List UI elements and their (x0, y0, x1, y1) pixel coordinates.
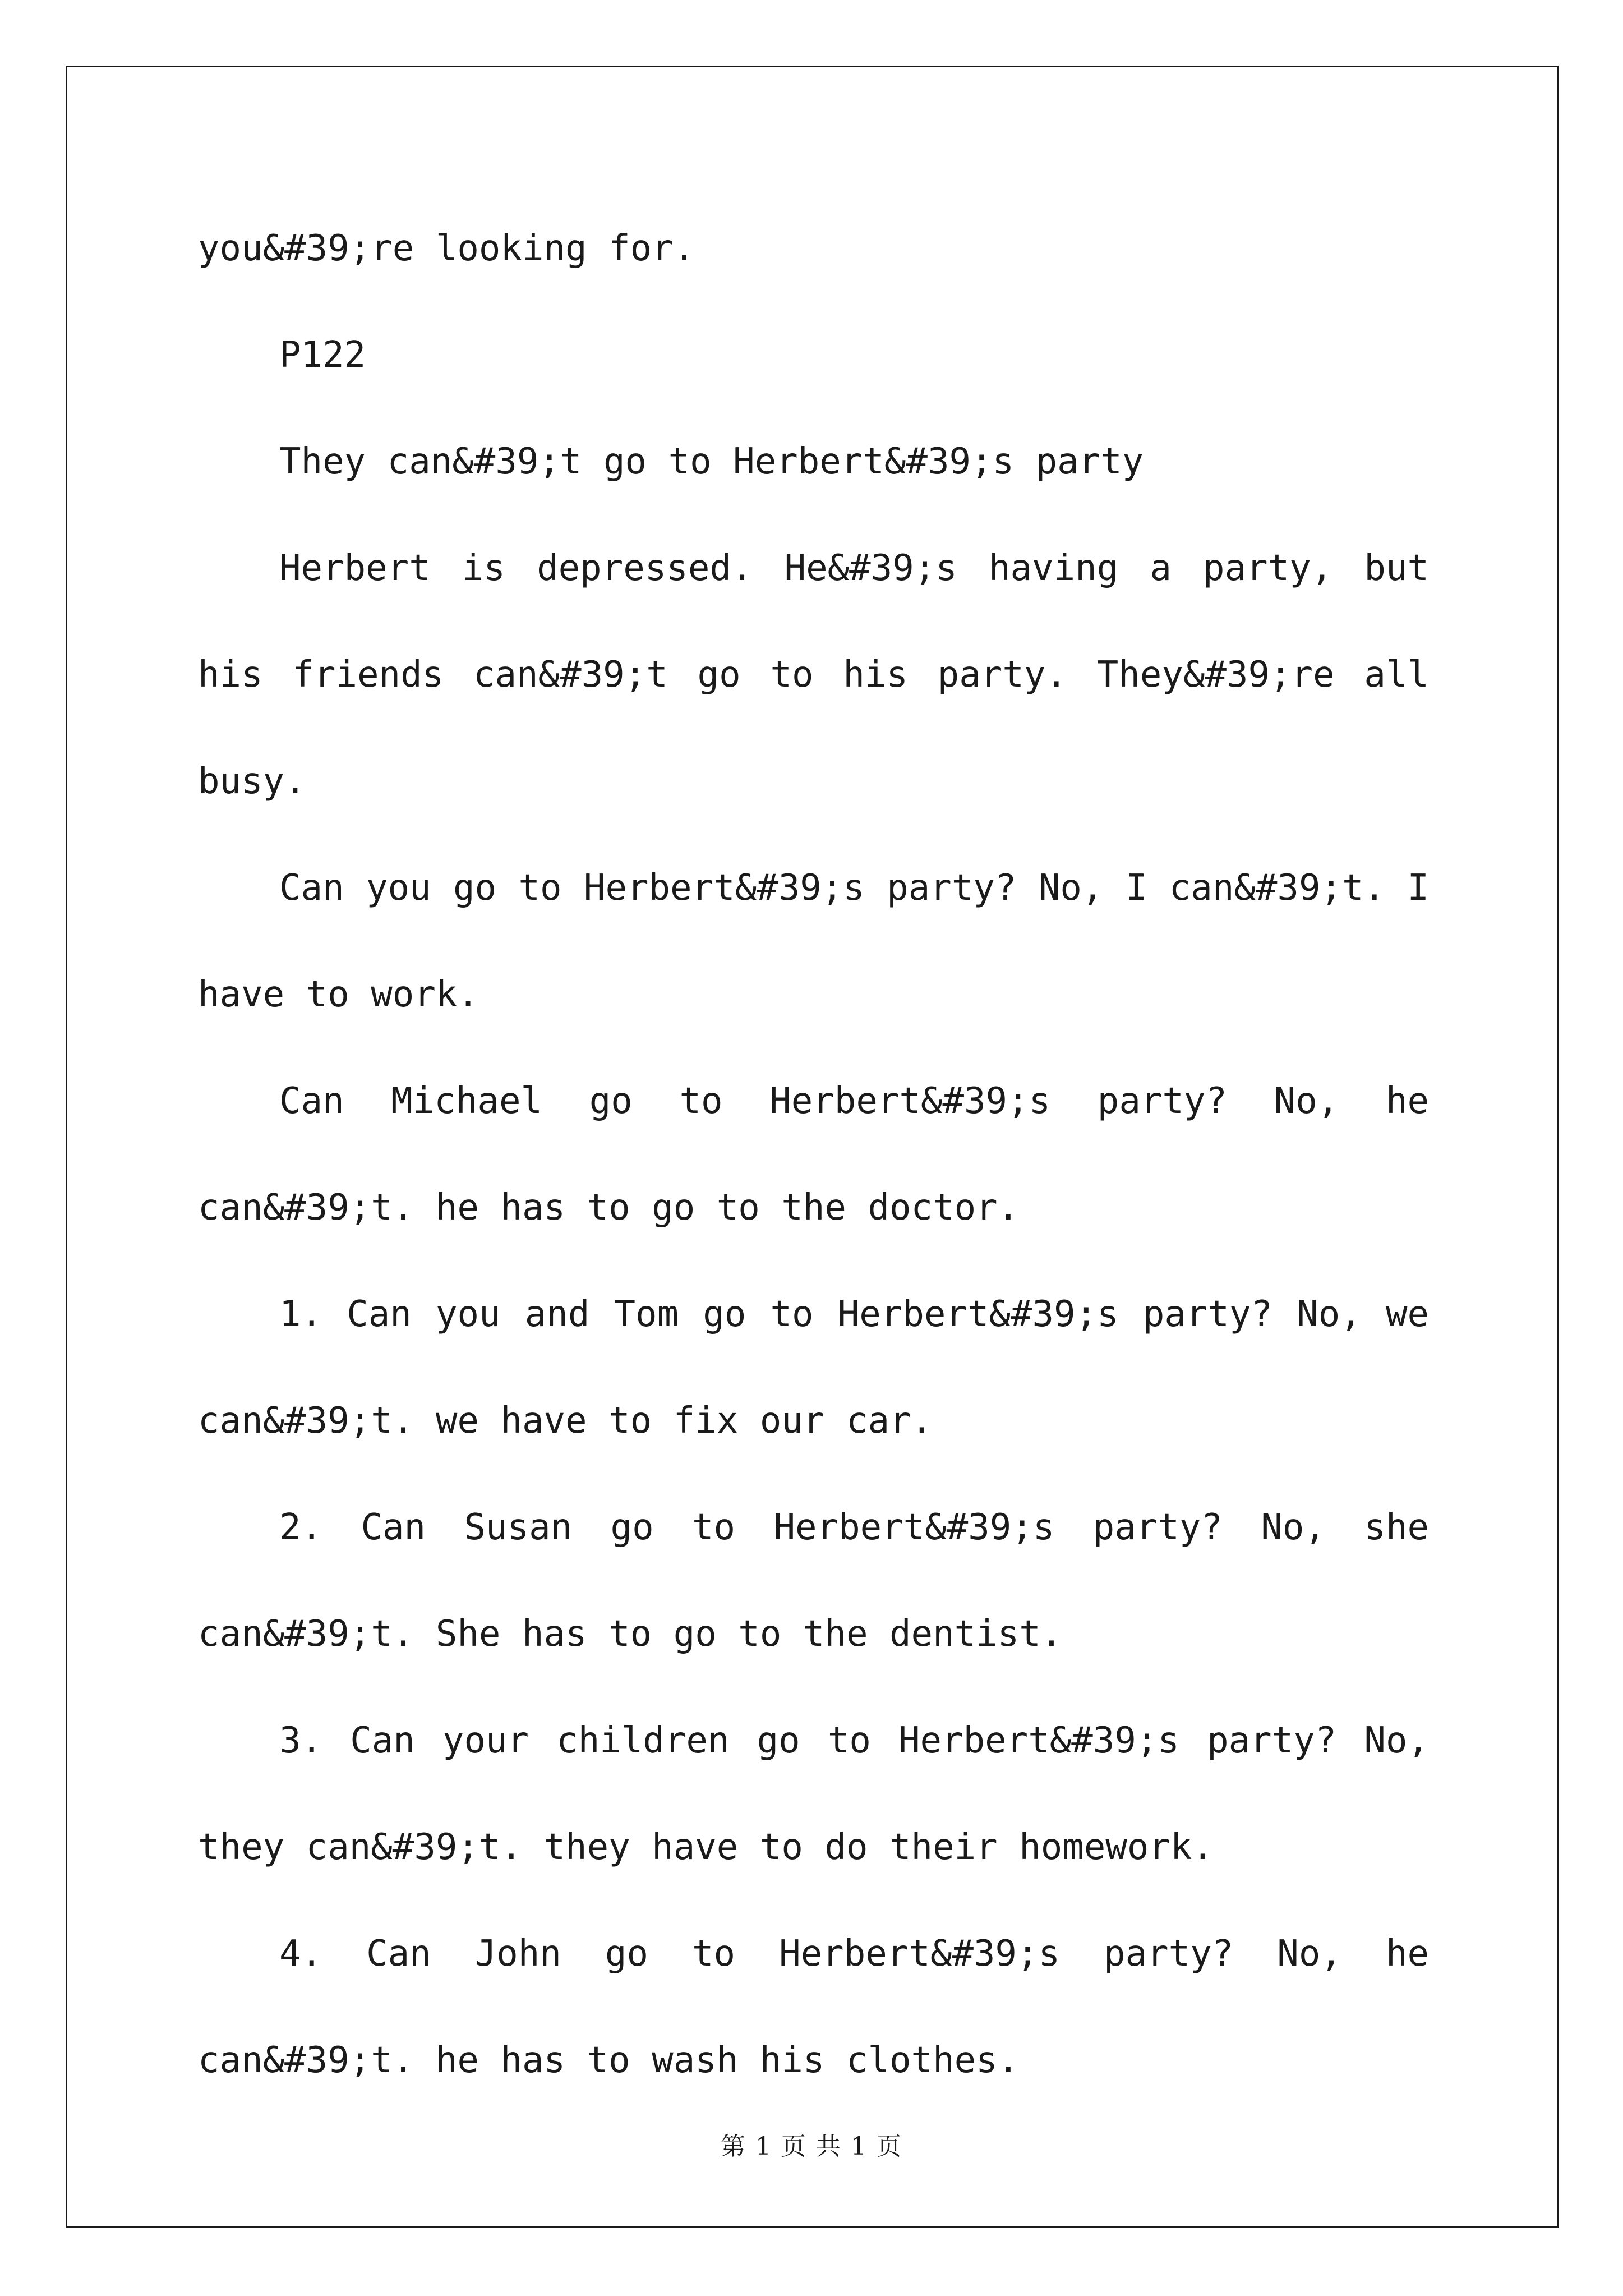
exercise-item-3: 3. Can your children go to Herbert&#39;s party? No, they can&#39;t. they have to do their homework. (198, 1720, 1429, 1868)
page-reference: P122 (279, 334, 366, 376)
paragraph-intro: Herbert is depressed. He&#39;s having a party, but his friends can&#39;t go to his party. They&#39;re all busy. (198, 547, 1429, 802)
paragraph-continuation: you&#39;re looking for. (198, 228, 695, 269)
exercise-item-1: 1. Can you and Tom go to Herbert&#39;s party? No, we can&#39;t. we have to fix our car. (198, 1294, 1429, 1442)
document-body (198, 195, 1429, 2114)
page-number-footer: 第 1 页 共 1 页 (721, 2132, 902, 2161)
paragraph-example-2: Can Michael go to Herbert&#39;s party? No, he can&#39;t. he has to go to the doctor. (198, 1080, 1429, 1228)
lesson-title: They can&#39;t go to Herbert&#39;s party (279, 441, 1144, 482)
paragraph-example-1: Can you go to Herbert&#39;s party? No, I can&#39;t. I have to work. (198, 867, 1429, 1015)
exercise-item-4: 4. Can John go to Herbert&#39;s party? No, he can&#39;t. he has to wash his clothes. (198, 1933, 1429, 2081)
exercise-item-2: 2. Can Susan go to Herbert&#39;s party? No, she can&#39;t. She has to go to the dentist. (198, 1507, 1429, 1655)
